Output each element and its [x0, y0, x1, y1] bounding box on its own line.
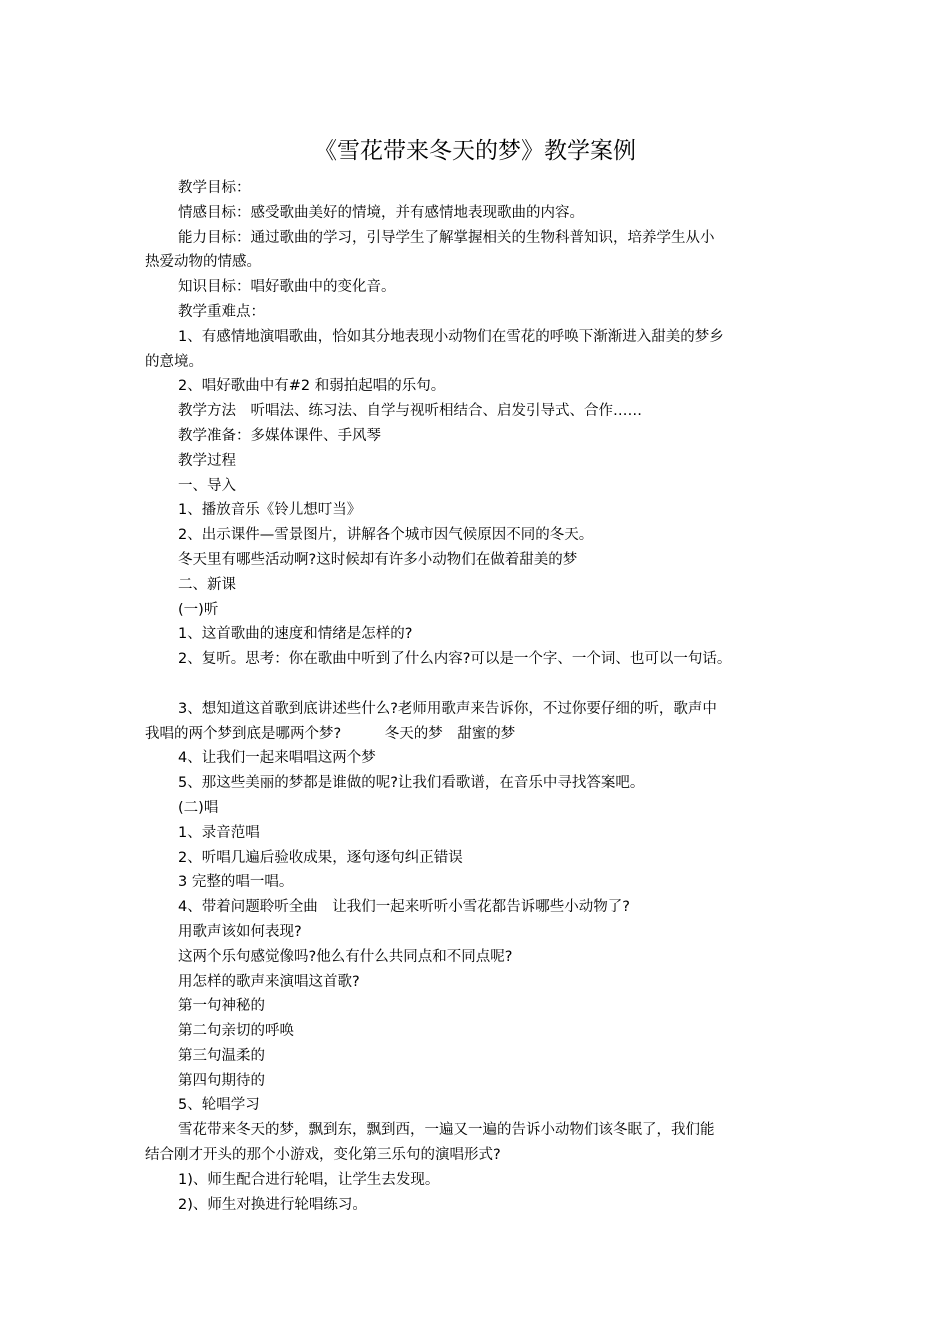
paragraph-line: 二、新课 — [178, 576, 236, 593]
paragraph-line: (二)唱 — [178, 799, 219, 816]
paragraph-line: 第三句温柔的 — [178, 1047, 265, 1064]
paragraph-line: 用怎样的歌声来演唱这首歌? — [178, 973, 360, 990]
paragraph-line: 第二句亲切的呼唤 — [178, 1023, 294, 1040]
paragraph-line: 1、有感情地演唱歌曲，恰如其分地表现小动物们在雪花的呼唤下渐渐进入甜美的梦乡 — [178, 328, 724, 345]
paragraph-line: 1、录音范唱 — [178, 824, 260, 841]
document-title: 《雪花带来冬天的梦》教学案例 — [314, 138, 636, 164]
paragraph-line: 第一句神秘的 — [178, 998, 265, 1015]
paragraph-line: 4、带着问题聆听全曲 让我们一起来听听小雪花都告诉哪些小动物了? — [178, 899, 630, 916]
paragraph-line: 用歌声该如何表现? — [178, 923, 302, 940]
paragraph-line: 1、这首歌曲的速度和情绪是怎样的? — [178, 626, 413, 643]
paragraph-line: 1)、师生配合进行轮唱，让学生去发现。 — [178, 1171, 440, 1188]
paragraph-line: 知识目标：唱好歌曲中的变化音。 — [178, 279, 396, 296]
paragraph-line: 2、听唱几遍后验收成果，逐句逐句纠正错误 — [178, 849, 463, 866]
paragraph-line: 教学过程 — [178, 452, 236, 469]
paragraph-line: 雪花带来冬天的梦，飘到东，飘到西，一遍又一遍的告诉小动物们该冬眠了，我们能 — [178, 1122, 715, 1139]
blank-line — [145, 672, 815, 697]
paragraph-line: 5、那这些美丽的梦都是谁做的呢?让我们看歌谱，在音乐中寻找答案吧。 — [178, 775, 645, 792]
paragraph-line: 2、出示课件—雪景图片，讲解各个城市因气候原因不同的冬天。 — [178, 527, 594, 544]
paragraph-line: 1、播放音乐《铃儿想叮当》 — [178, 502, 362, 519]
paragraph-line: 结合刚才开头的那个小游戏，变化第三乐句的演唱形式? — [145, 1147, 501, 1164]
paragraph-line: 一、导入 — [178, 477, 236, 494]
document-body — [145, 176, 815, 1217]
paragraph-line: 情感目标：感受歌曲美好的情境，并有感情地表现歌曲的内容。 — [178, 204, 584, 221]
paragraph-line: (一)听 — [178, 601, 219, 618]
paragraph-line: 2、唱好歌曲中有#2 和弱拍起唱的乐句。 — [178, 378, 446, 395]
paragraph-line: 教学重难点： — [178, 303, 265, 320]
paragraph-line: 2)、师生对换进行轮唱练习。 — [178, 1196, 367, 1213]
paragraph-line: 2、复听。思考：你在歌曲中听到了什么内容?可以是一个字、一个词、也可以一句话。 — [178, 651, 732, 668]
paragraph-line: 5、轮唱学习 — [178, 1097, 260, 1114]
paragraph-line: 教学准备：多媒体课件、手风琴 — [178, 427, 381, 444]
paragraph-line: 能力目标：通过歌曲的学习，引导学生了解掌握相关的生物科普知识，培养学生从小 — [178, 229, 715, 246]
paragraph-line: 3、想知道这首歌到底讲述些什么?老师用歌声来告诉你，不过你要仔细的听，歌声中 — [178, 700, 717, 717]
paragraph-line: 热爱动物的情感。 — [145, 254, 261, 271]
paragraph-line: 教学方法 听唱法、练习法、自学与视听相结合、启发引导式、合作…… — [178, 403, 642, 420]
paragraph-line: 教学目标： — [178, 180, 251, 196]
paragraph-line: 第四句期待的 — [178, 1072, 265, 1089]
paragraph-line: 我唱的两个梦到底是哪两个梦? 冬天的梦 甜蜜的梦 — [145, 725, 516, 742]
paragraph-line: 冬天里有哪些活动啊?这时候却有许多小动物们在做着甜美的梦 — [178, 551, 578, 568]
paragraph-line: 3 完整的唱一唱。 — [178, 874, 294, 891]
paragraph-line: 4、让我们一起来唱唱这两个梦 — [178, 750, 376, 767]
paragraph-line: 这两个乐句感觉像吗?他么有什么共同点和不同点呢? — [178, 948, 513, 965]
paragraph-line: 的意境。 — [145, 353, 203, 370]
